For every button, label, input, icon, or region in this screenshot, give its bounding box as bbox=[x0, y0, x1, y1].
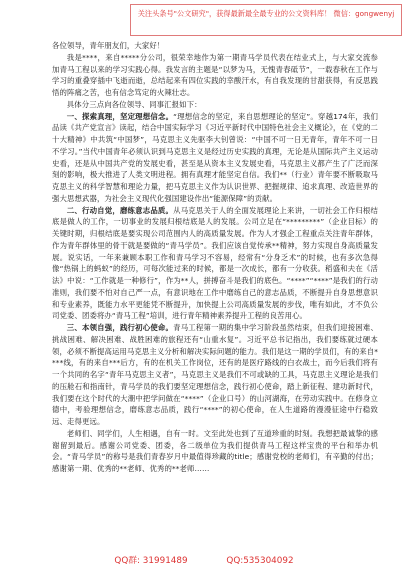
section-heading: 二、行动自觉，磨练意志品质。 bbox=[66, 205, 174, 215]
qq-contact-label: QQ:535304092 bbox=[226, 556, 294, 566]
paragraph-intro: 我是****，来自*****分公司，很荣幸地作为第一期青马学员代表在结业式上，与大家交流参加青马工程以来的学习实践心得。我发言的主题是“以梦为马，无愧青春砥节”，一载春秋在工作与学习的重叠穿插中飞逝而逝，总结起来有四位实践的幸酸汗水，有自我发现的甘甜获得，有反思践悟的阵痛之苦，也有信念笃定的火辣壮志。 bbox=[52, 52, 378, 97]
header-banner bbox=[130, 4, 402, 36]
paragraph-closing: 老师们、同学们，人生相遇，自有一时。文至此处也到了互道珍重的时刻。我想把最诚挚的感谢留到最后。感谢公司党委、团委，各二级单位为我们提供青马工程这样宝贵的平台和举办机会。“青马学员”的称号是我们青春岁月中最值得珍藏的title；感谢党校的老师们，有辛勤的付出；感谢第一期、优秀的**老师、优秀的**老师…… bbox=[52, 428, 378, 473]
paragraph-section-3: 三、本领自强，践行初心使命。青马工程第一期的集中学习阶段虽然结束，但我们迎接困难、挑战困难、解决困难、战胜困难的旅程还有“山重水复”。习近平总书记指出，我们要练就过硬本领，必须不断提高运用马克思主义分析和解决实际问题的能力。我们是这一期的学员们，有的来自****线，有的来自***后方，有的在机关工作岗位，还有的是医疗路线的白衣战士，而今后我们将有一个共同的名字“青年马克思主义者”，马克思主义是我们不可或缺的工具，马克思主义理论是我们的压舱石和指南针，青马学员的我们要坚定理想信念，践行初心使命，踏上新征程、建功新时代，我们要在这个时代的大潮中把学问做在“****”（企业口号）的山河湖海，在劳动实践中。在修身立德中，考验理想信念，磨练意志品质，践行“****”的初心使命，在人生道路的漫漫征途中行稳致远、走得更远。 bbox=[52, 323, 379, 426]
banner-text: 关注头条号"公文研究"，获得最新最全最专业的公文资料库！ 微信：gongwenyj bbox=[137, 9, 395, 18]
greeting: 各位领导，青年朋友们，大家好！ bbox=[52, 41, 165, 50]
paragraph-outline: 具体分三点向各位领导、同事汇报如下： bbox=[66, 99, 202, 109]
paragraph-section-1: 一、探索真理，坚定理想信念。“理想信念的坚定，来自思想理论的坚定”。穿越174年，我们品读《共产党宣言》读起，结合中国实际学习《习近平新时代中国特色社会主义概论》，在《党的二十大精神》中共筑“中国梦”，马克思主义先驱李大钊曾说：“中国不可一日无青年，青年不可一日不学习。”当代中国青年必须认识到马克思主义是经过历史实践的真理，无论是从国际共产主义运动史看，还是从中国共产党的发展史看，甚至是从资本主义发展史看，马克思主义都产生了广泛而深刻的影响，极大推进了人类文明进程。拥有真理才能坚定自信。我们**（行业）青年要不断吸取马克思主义的科学智慧和理论力量，把马克思主义作为认识世界、把握规律、追求真理、改造世界的强大思想武器，为社会主义现代化强国建设作出“能源保障”的贡献。 bbox=[52, 111, 378, 203]
document-body bbox=[52, 40, 378, 475]
footer-contact bbox=[0, 553, 408, 569]
paragraph-section-2: 二、行动自觉，磨练意志品质。从马克思关于人的全面发展理论上来讲，一切社会工作归根结底是做人的工作，一切事业的发展归根结底是人的发展。公司立足在“*********”（企业目标）的关键时期，归根结底是要实现公司范围内人的高质量发展。作为人才强企工程重点关注青年群体，作为青年群体里的骨干就是要做的“青马学员”。我们应该自觉传承**精神，努力实现自身高质量发展。说实话，一年来兼顾本职工作和青马学习不容易，经常有“分身乏术”的时候，也有多次急得像“热锅上的蚂蚁”的经历，可每次能过来的时候，都是一次成长，都有一分收获。稻盛和夫在《活法》中说：“工作就是一种修行”，作为**人，拼搏奋斗是我们的底色。“****”“****”是我们的行动准则，我们要不怕对自己严一点，有意识地在工作中磨练自己的意志品质，不断提升自身思想意识和专业素养，既能力水平更能凭不断提升，加快提上公司高质量发展的步伐，唯有如此，才不负公司党委、团委将办“青马工程”培训，进行青年精神素养提升工程的良苦用心。 bbox=[52, 205, 379, 321]
section-heading: 三、本领自强，践行初心使命。 bbox=[66, 323, 174, 332]
qq-group-label: QQ群: 31991489 bbox=[114, 556, 188, 566]
section-heading: 一、探索真理，坚定理想信念。 bbox=[66, 111, 174, 121]
